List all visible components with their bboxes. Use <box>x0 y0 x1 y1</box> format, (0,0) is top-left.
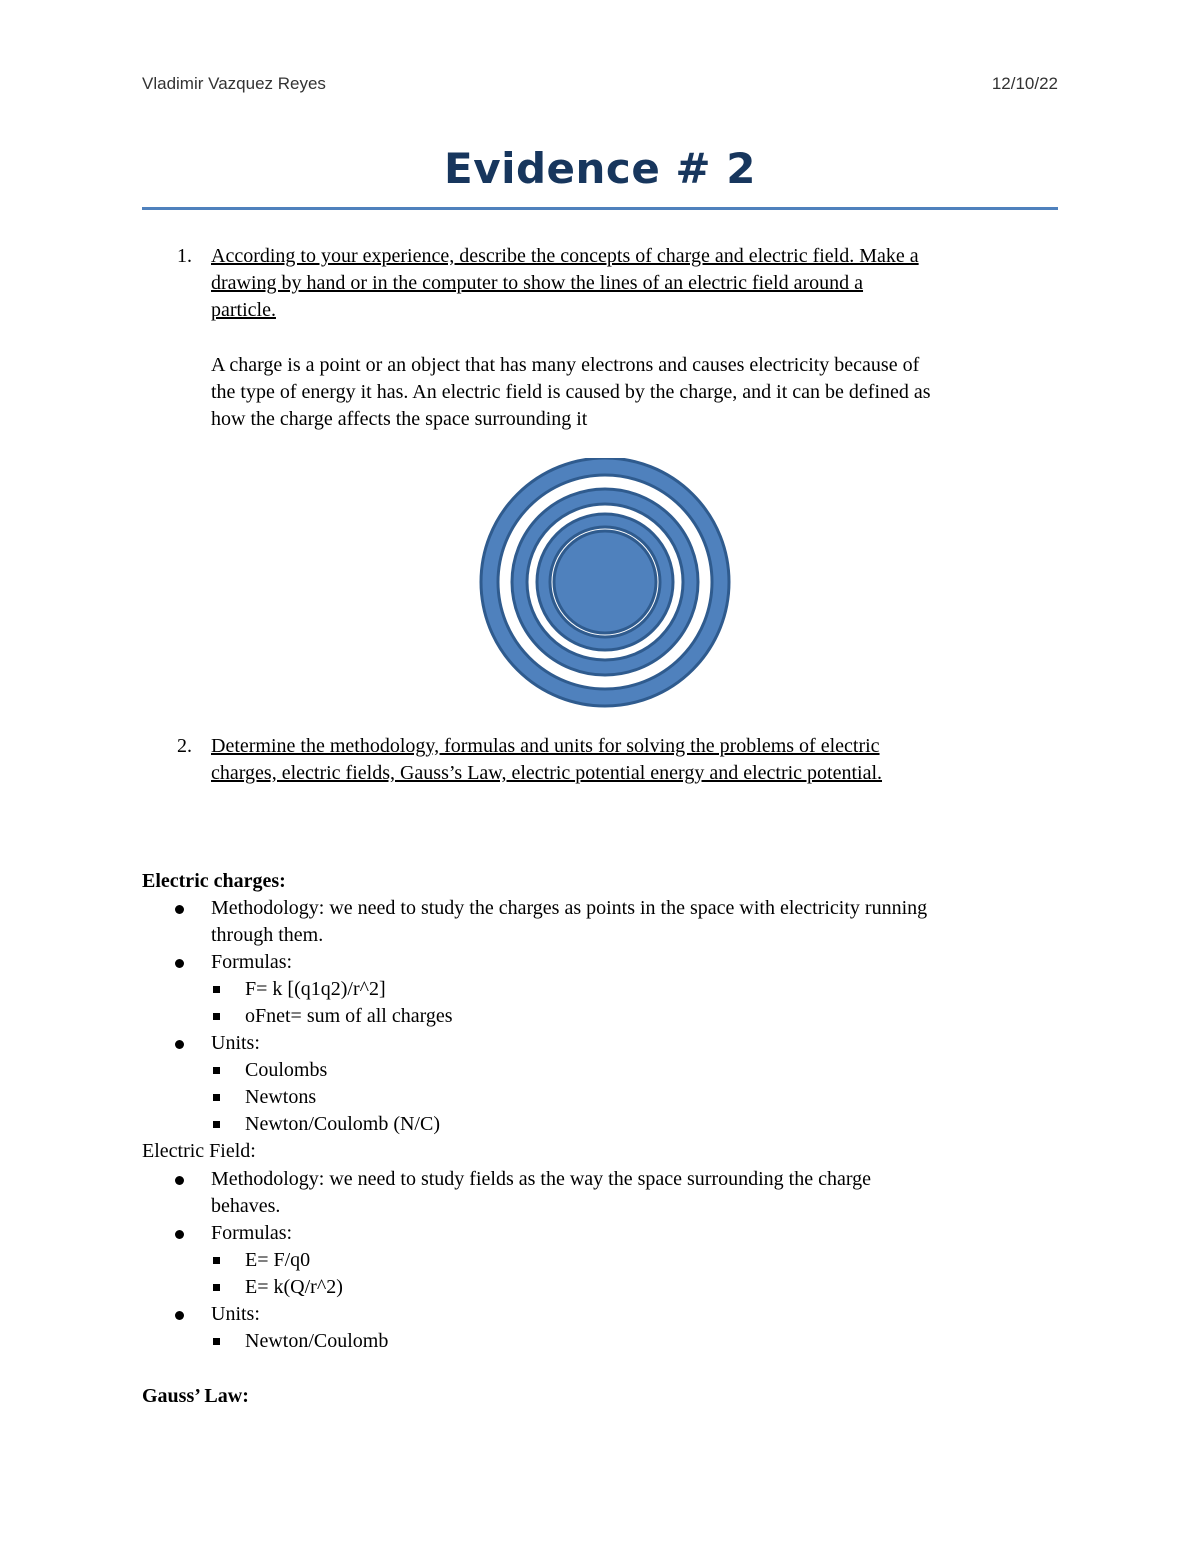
question-1-line-1: According to your experience, describe the concepts of charge and electric field. Make a <box>211 245 919 267</box>
list-item: Methodology: we need to study fields as the way the space surrounding the charge <box>211 1168 872 1190</box>
sub-list-item: Newton/Coulomb <box>245 1330 389 1352</box>
question-2-line-1: Determine the methodology, formulas and units for solving the problems of electric <box>211 735 880 757</box>
section-heading-electric-field: Electric Field: <box>142 1140 256 1162</box>
section-heading-electric-charges: Electric charges: <box>142 870 286 892</box>
question-2-number: 2. <box>177 735 192 757</box>
square-bullet-icon <box>212 1248 224 1260</box>
list-item: Formulas: <box>211 951 293 973</box>
sub-list-item: F= k [(q1q2)/r^2] <box>245 978 386 1000</box>
sub-list-item: E= k(Q/r^2) <box>245 1276 343 1298</box>
square-bullet-icon <box>212 1004 224 1016</box>
bullet-icon <box>174 950 186 962</box>
bullet-icon <box>174 1221 186 1233</box>
answer-1-line-1: A charge is a point or an object that has many electrons and causes electricity because of <box>211 354 920 376</box>
header-author: Vladimir Vazquez Reyes <box>142 74 326 93</box>
list-item: Units: <box>211 1303 260 1325</box>
list-item: Methodology: we need to study the charges as points in the space with electricity running <box>211 897 928 919</box>
section-heading-gauss-law: Gauss’ Law: <box>142 1385 249 1407</box>
sub-list-item: Coulombs <box>245 1059 328 1081</box>
list-item-continuation: through them. <box>211 924 324 946</box>
electric-field-drawing <box>470 458 742 708</box>
question-1-number: 1. <box>177 245 192 267</box>
title-divider <box>142 207 1058 210</box>
square-bullet-icon <box>212 1112 224 1124</box>
sub-list-item: oFnet= sum of all charges <box>245 1005 453 1027</box>
bullet-icon <box>174 1031 186 1043</box>
square-bullet-icon <box>212 1058 224 1070</box>
list-item-continuation: behaves. <box>211 1195 281 1217</box>
sub-list-item: Newtons <box>245 1086 317 1108</box>
bullet-icon <box>174 1167 186 1179</box>
list-item: Units: <box>211 1032 260 1054</box>
question-1-line-2: drawing by hand or in the computer to show the lines of an electric field around a <box>211 272 864 294</box>
bullet-icon <box>174 1302 186 1314</box>
question-1-line-3: particle. <box>211 299 276 321</box>
square-bullet-icon <box>212 1329 224 1341</box>
square-bullet-icon <box>212 977 224 989</box>
bullet-icon <box>174 896 186 908</box>
question-2-line-2: charges, electric fields, Gauss’s Law, electric potential energy and electric potential. <box>211 762 883 784</box>
list-item: Formulas: <box>211 1222 293 1244</box>
sub-list-item: E= F/q0 <box>245 1249 311 1271</box>
document-title: Evidence # 2 <box>444 144 756 193</box>
answer-1-line-2: the type of energy it has. An electric field is caused by the charge, and it can be defined as <box>211 381 931 403</box>
answer-1-line-3: how the charge affects the space surrounding it <box>211 408 588 430</box>
header-date: 12/10/22 <box>991 74 1058 93</box>
sub-list-item: Newton/Coulomb (N/C) <box>245 1113 440 1135</box>
square-bullet-icon <box>212 1085 224 1097</box>
square-bullet-icon <box>212 1275 224 1287</box>
